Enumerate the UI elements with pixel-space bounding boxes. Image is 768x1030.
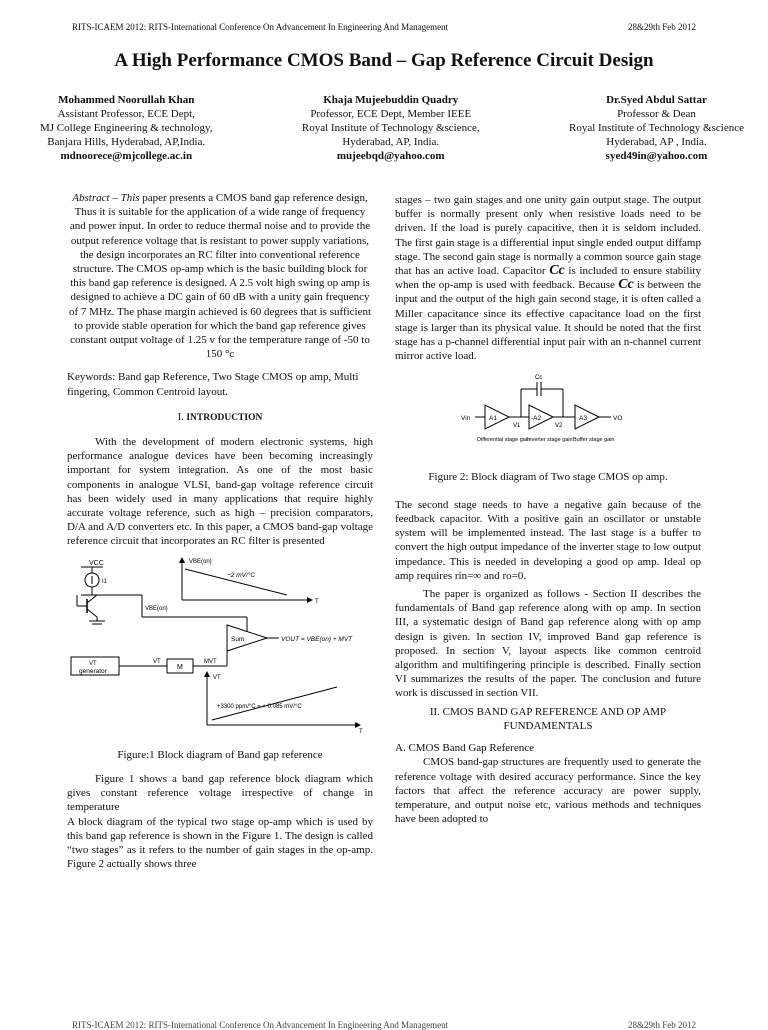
vt2-label: VT — [213, 674, 221, 681]
subsection-a-heading: A. CMOS Band Gap Reference — [395, 742, 534, 755]
header-conference: RITS-ICAEM 2012: RITS-International Conference On Advancement In Engineering And Management — [72, 22, 449, 32]
keywords-label: Keywords: — [67, 371, 116, 384]
m-label: M — [177, 663, 183, 671]
figure-1-caption: Figure:1 Block diagram of Band gap reference — [117, 748, 323, 761]
stages-text-3: is between the input and the output of the high gain second stage, it is often called a Miller capacitance since its effective capacitance load on the first stage is larger than its physical value. It should be noted that the first stage has a p-channel differential input pair with an n-channel current mirror active load. — [395, 279, 701, 363]
vcc-label: VCC — [89, 559, 104, 567]
t-axis-label: T — [315, 598, 319, 605]
cmos-bandgap-paragraph: CMOS band-gap structures are frequently used to generate the reference voltage with desired accuracy performance. Since the key factors that affect the reference accuracy are power supply, temperature, and output noise etc, various methods and techniques have been adopted to — [395, 756, 701, 826]
author-affil-line: Assistant Professor, ECE Dept, — [57, 108, 195, 120]
author-block — [40, 93, 744, 163]
a2-label: -A2 — [531, 415, 542, 423]
bandgap-block-diagram — [67, 555, 373, 740]
author-1 — [40, 93, 213, 163]
stages-paragraph — [395, 193, 701, 363]
buffer-stage-label: Buffer stage gain — [573, 437, 615, 444]
section-number: I. — [177, 411, 184, 423]
running-header — [72, 22, 696, 32]
slope-pos-label: +3300 ppm/°C = + 0.085 mV/°C — [217, 703, 302, 710]
author-email[interactable]: mujeebqd@yahoo.com — [336, 150, 445, 162]
mvt-label: MVT — [204, 658, 217, 665]
author-email[interactable]: syed49in@yahoo.com — [605, 150, 708, 162]
a1-label: A1 — [489, 415, 497, 423]
author-affil-line: Royal Institute of Technology &science — [568, 122, 744, 134]
organization-paragraph: The paper is organized as follows - Section II describes the fundamentals of Band gap reference along with op amp. In section III, a systematic design of Band gap reference along with op amp design is given. In section IV, improved Band gap reference is proposed. In section V, layout aspects like common centroid algorithm and multifingering principle is described. Finally section VI summarizes the results of the paper. The conclusion and future work is discussed in section VII. — [395, 588, 701, 700]
slope-neg-label: −2 mV/°C — [227, 571, 256, 579]
author-affil-line: Professor, ECE Dept, Member IEEE — [310, 108, 472, 120]
author-affil-line: Banjara Hills, Hyderabad, AP,India. — [47, 136, 206, 148]
cc-cap-label: Cc — [535, 375, 543, 382]
vt-gen-label: VT — [89, 660, 97, 667]
section-2-heading: II. CMOS BAND GAP REFERENCE AND OP AMP FUNDAMENTALS — [429, 705, 667, 732]
figure-2 — [395, 369, 701, 483]
cc-symbol: Cc — [618, 277, 634, 293]
footer-conference: RITS-ICAEM 2012: RITS-International Conference On Advancement In Engineering And Management — [72, 1020, 449, 1030]
author-affil-line: Royal Institute of Technology &science, — [301, 122, 480, 134]
intro-paragraph: With the development of modern electronic systems, high performance analogue devices have been becoming increasingly important for system integration. As one of the most basic components in analogue VLSI, band-gap voltage reference circuit has been widely used in many applications that require highly accurate voltage reference, such as high – precision comparators, D/A and A/D converters etc. In this paper, a CMOS band-gap voltage reference circuit that incorporates an RC filter is presented — [67, 436, 373, 548]
stages-text-1: stages – two gain stages and one unity gain output stage. The output buffer is normally present only when resistive loads need to be driven. If the load is purely capacitive, then it is seldom included. The first gain stage is a differential input single ended output diffamp stage. The second gain stage is normally a common source gain stage that has an active load. Capacitor — [395, 194, 701, 278]
figure-2-caption: Figure 2: Block diagram of Two stage CMOS op amp. — [428, 470, 668, 483]
header-date: 28&29th Feb 2012 — [627, 22, 696, 32]
second-stage-paragraph: The second stage needs to have a negative gain because of the feedback capacitor. With a positive gain an oscillator or unstable system will be implemented instead. The last stage is a buffer to convert the high output impedance of the inverter stage to low output impedance. This is needed in developing a good op amp. Ideal op amp requires rin=∞ and ro=0. — [395, 498, 701, 582]
running-footer — [72, 1020, 696, 1030]
differential-stage-label: Differential stage gain — [477, 437, 531, 444]
footer-date: 28&29th Feb 2012 — [627, 1020, 696, 1030]
left-column — [67, 191, 373, 872]
figure-1-paragraph: Figure 1 shows a band gap reference block diagram which gives constant reference voltage irrespective of change in temperature — [67, 773, 373, 814]
vbe-top-label: VBE(on) — [189, 558, 212, 565]
vout-label: VOUT = VBE(on) + MVT — [281, 635, 353, 643]
figure-1 — [67, 555, 373, 762]
two-stage-paragraph: A block diagram of the typical two stage op-amp which is used by this band gap reference is shown in the Figure 1. The design is called “two stages” as it refers to the number of gain stages in the op-amp. Figure 2 actually shows three — [67, 815, 373, 871]
section-heading — [67, 411, 373, 425]
keywords-text: Band gap Reference, Two Stage CMOS op amp, Multi fingering, Common Centroid layout. — [67, 371, 359, 398]
a3-label: A3 — [579, 415, 587, 423]
sum-label: Sum — [231, 635, 245, 643]
keywords — [67, 370, 373, 398]
abstract — [67, 191, 373, 361]
author-affil-line: Hyderabad, AP , India. — [606, 136, 707, 148]
author-name: Khaja Mujeebuddin Quadry — [323, 94, 459, 106]
section-title: INTRODUCTION — [186, 412, 263, 423]
author-name: Dr.Syed Abdul Sattar — [606, 94, 707, 106]
author-email[interactable]: mdnoorece@mjcollege.ac.in — [60, 150, 193, 162]
v1-label: V1 — [513, 423, 521, 430]
author-3 — [569, 93, 744, 163]
vo-label: VO — [613, 415, 623, 423]
generator-label: generator — [79, 667, 107, 675]
author-affil-line: Hyderabad, AP, India. — [342, 136, 440, 148]
i1-label: I1 — [102, 578, 108, 585]
stages-text-2: is included to ensure stability when the op-amp is used with feedback. Because — [395, 265, 701, 292]
inverter-stage-label: Inverter stage gain — [527, 437, 573, 444]
cc-symbol: Cc — [549, 263, 565, 279]
author-affil-line: Professor & Dean — [617, 108, 696, 120]
author-2 — [302, 93, 480, 163]
two-stage-opamp-diagram — [395, 369, 701, 461]
author-affil-line: MJ College Engineering & technology, — [40, 122, 213, 134]
abstract-text: paper presents a CMOS band gap reference design, Thus it is suitable for the application of a wide range of frequency and power input. In order to reduce thermal noise and to provide the output reference voltage that is resistant to power supply variations, the design incorporates an RC filter into conventional reference structure. The CMOS op-amp which is the basic building block for this band gap reference is designed. A 2.5 volt high swing op amp is designed to achieve a DC gain of 60 dB with a unity gain frequency of 7 MHz. The phase margin achieved is 60 degrees that is sufficient to provide stable operation for which the band gap reference gives constant output voltage of 1.25 v for the temperature range of -50 to 150 °c — [68, 192, 372, 361]
right-column — [395, 193, 701, 826]
vbe-label: VBE(on) — [145, 605, 168, 612]
paper-title: A High Performance CMOS Band – Gap Reference Circuit Design — [114, 50, 654, 71]
vin-label: Vin — [461, 415, 471, 423]
v2-label: V2 — [555, 423, 563, 430]
vt-label: VT — [153, 658, 161, 665]
t2-axis-label: T — [359, 728, 363, 735]
abstract-lead: Abstract – This — [72, 192, 140, 204]
author-name: Mohammed Noorullah Khan — [58, 94, 195, 106]
